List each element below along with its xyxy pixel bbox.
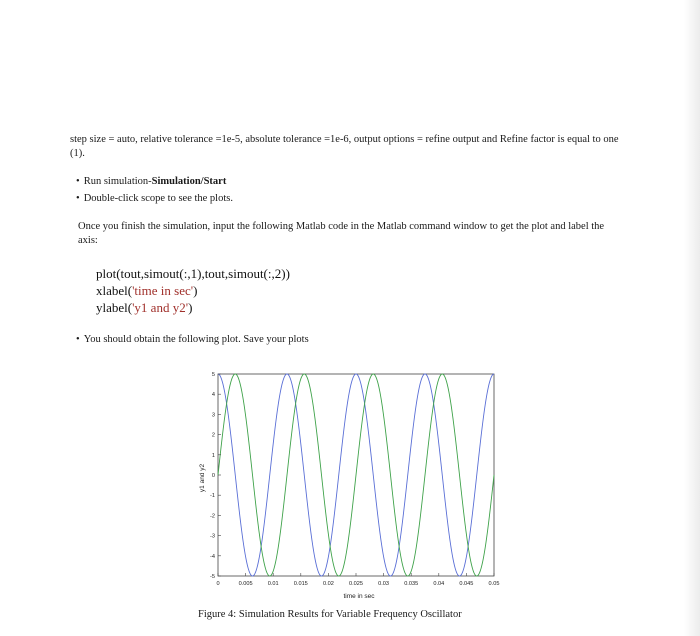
- y-tick-label: -5: [210, 574, 215, 580]
- code-xlabel-string: 'time in sec': [132, 282, 194, 298]
- obtain-plot-item: • You should obtain the following plot. Save your plots: [76, 333, 620, 347]
- matlab-code-block: [96, 266, 620, 317]
- x-tick-label: 0.05: [488, 581, 500, 587]
- y-tick-label: 4: [211, 392, 215, 399]
- x-tick-label: 0.005: [238, 581, 253, 587]
- y-tick-label: 3: [211, 412, 215, 419]
- document-body: [70, 133, 620, 347]
- y-tick-label: -1: [210, 493, 215, 500]
- y-axis-label: y1 and y2: [199, 463, 206, 493]
- code-line-xlabel: [96, 283, 620, 300]
- x-tick-label: 0.01: [267, 581, 279, 587]
- oscillator-plot: [196, 360, 512, 604]
- instruction-list: [76, 175, 620, 205]
- matlab-instructions-paragraph: Once you finish the simulation, input the following Matlab code in the Matlab command window to get the plot and label the axis:: [78, 220, 605, 246]
- y-tick-label: 2: [211, 432, 215, 439]
- run-simulation-menu-path: Simulation/Start: [151, 176, 227, 188]
- page-edge-shadow: [684, 0, 700, 636]
- x-tick-label: 0.035: [404, 581, 419, 587]
- x-tick-label: 0.03: [378, 581, 390, 587]
- run-simulation-item: [76, 175, 620, 189]
- settings-paragraph: step size = auto, relative tolerance =1e-5, absolute tolerance =1e-6, output options = refine output and Refine factor is equal to one (1).: [70, 134, 619, 160]
- run-simulation-text: Run simulation-: [83, 176, 152, 188]
- code-ylabel-fn: ylabel(: [96, 299, 133, 315]
- x-axis-label: time in sec: [343, 593, 375, 600]
- y-tick-label: 0: [211, 473, 215, 479]
- y-tick-label: -3: [210, 533, 215, 540]
- plot-background: [196, 360, 512, 604]
- double-click-scope-item: • Double-click scope to see the plots.: [76, 192, 620, 206]
- code-ylabel-end: ): [188, 299, 193, 315]
- x-tick-label: 0: [216, 581, 220, 587]
- x-tick-label: 0.02: [322, 581, 334, 587]
- x-tick-label: 0.025: [349, 581, 363, 587]
- code-xlabel-end: ): [193, 282, 198, 298]
- code-line-plot: plot(tout,simout(:,1),tout,simout(:,2)): [96, 266, 290, 282]
- y-tick-label: 1: [211, 452, 215, 459]
- y-tick-label: -4: [210, 553, 215, 560]
- code-line-ylabel: [96, 300, 620, 317]
- figure-caption: Figure 4: Simulation Results for Variable Frequency Oscillator: [198, 609, 462, 620]
- x-tick-label: 0.04: [433, 581, 445, 587]
- code-ylabel-string: 'y1 and y2': [132, 299, 189, 315]
- code-xlabel-fn: xlabel(: [96, 282, 133, 298]
- y-tick-label: -2: [210, 513, 215, 520]
- x-tick-label: 0.015: [293, 581, 308, 587]
- figure-4: [196, 360, 512, 604]
- y-tick-label: 5: [211, 372, 215, 378]
- x-tick-label: 0.045: [459, 581, 474, 587]
